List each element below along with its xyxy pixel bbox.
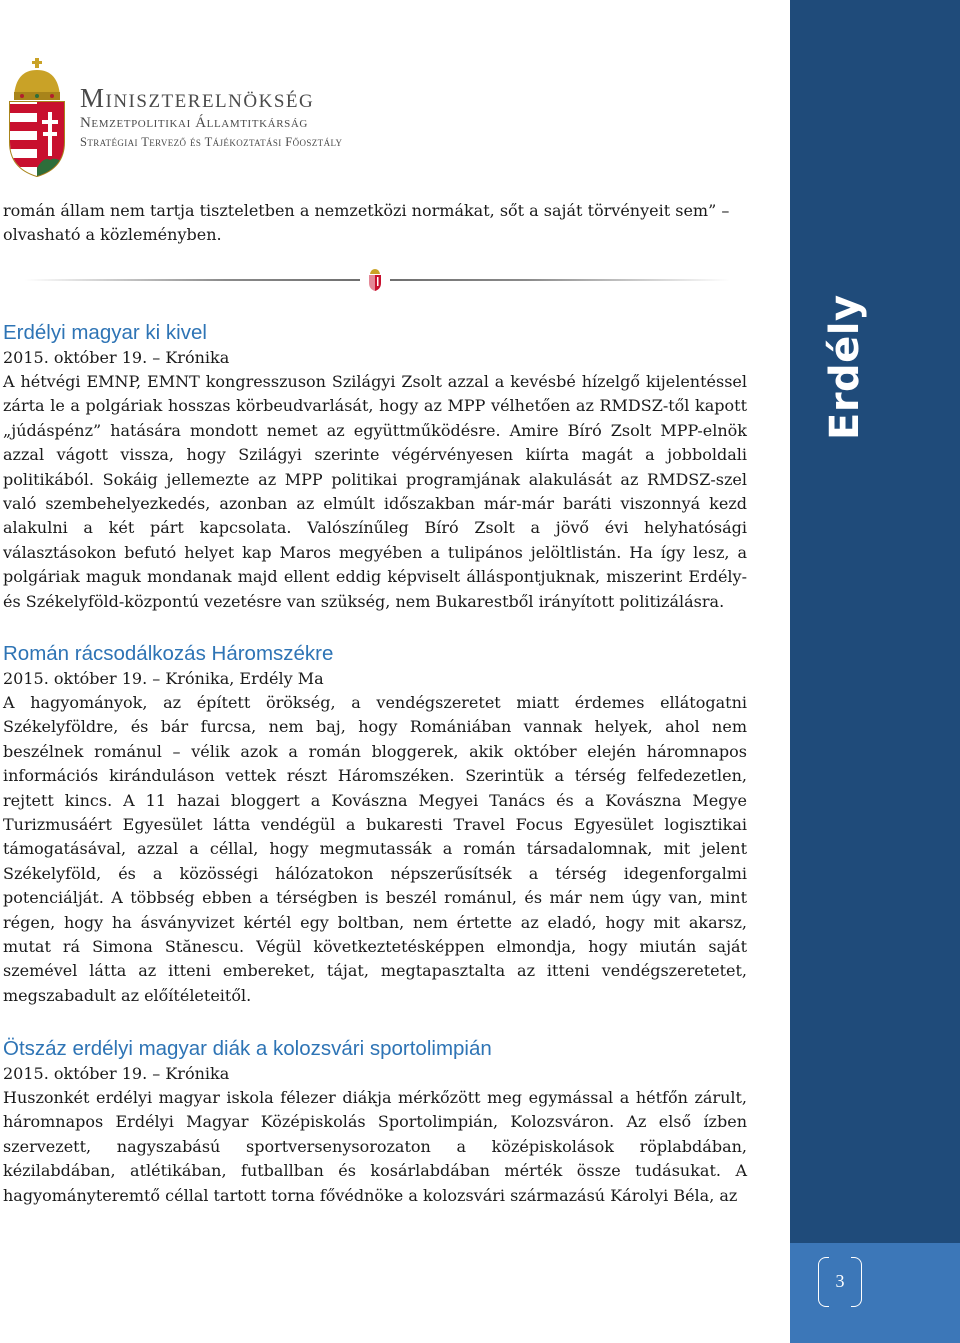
org-department: Stratégiai Tervező és Tájékoztatási Főosztály — [80, 135, 343, 149]
org-subtitle: Nemzetpolitikai Államtitkárság — [80, 115, 308, 131]
mini-coat-of-arms-icon — [368, 268, 382, 292]
organization-name — [80, 84, 342, 151]
article-title: Erdélyi magyar ki kivel — [3, 321, 207, 344]
article-meta: 2015. október 19. – Krónika — [3, 348, 230, 367]
article-title: Román rácsodálkozás Háromszékre — [3, 642, 334, 665]
section-divider — [24, 268, 730, 292]
article-body: A hétvégi EMNP, EMNT kongresszuson Szilágyi Zsolt azzal a kevésbé hízelgő kijelentéssel zárta le a polgáriak hosszas körbeudvarlását, hogy az MPP vélhetően az RMDSZ-től kapott „júdáspénz” hatására mondott nemet az együttműködésre. Amire Bíró Zsolt MPP-elnök azzal vágott vissza, hogy Szilágyi szerinte végérvényesen kiírta magát a jobboldali politikából. Sokáig jellemezte az MPP politikai programjának alakulását az RMDSZ-szel való szembehelyezkedés, azonban az elmúlt időszakban már-már baráti viszonnyá kezd alakulni a két párt kapcsolata. Valószínűleg Bíró Zsolt a jövő évi helyhatósági választásokon befutó helyet kap Maros megyében a tulipános jelöltlistán. Ha így lesz, a polgáriak maguk mondanak majd ellent eddig képviselt álláspontjuknak, miszerint Erdély- és Székelyföld-központú vezetésre van szükség, nem Bukarestből irányított politizálásra. — [3, 372, 747, 611]
article-3 — [3, 1036, 747, 1208]
article-body: Huszonkét erdélyi magyar iskola félezer diákja mérkőzött meg egymással a hétfőn zárult, háromnapos Erdélyi Magyar Középiskolás Sportolimpián, Kolozsváron. Az első ízben szervezett, nagyszabású sportversenysorozaton a középiskolások röplabdában, kézilabdában, atlétikában, futballban és kosárlabdában mérték össze tudásukat. A hagyományteremtő céllal tartott torna fővédnöke a kolozsvári származású Károlyi Béla, az — [3, 1088, 747, 1205]
article-1 — [3, 320, 747, 614]
hungarian-coat-of-arms-logo — [6, 56, 68, 178]
sidebar-band — [790, 0, 960, 1343]
article-2 — [3, 641, 747, 1008]
article-meta: 2015. október 19. – Krónika, Erdély Ma — [3, 669, 324, 688]
intro-block — [3, 199, 747, 248]
sidebar-footer-band — [790, 1243, 960, 1343]
org-title: Miniszterelnökség — [80, 83, 315, 113]
page-number: 3 — [835, 1271, 845, 1291]
holy-crown-icon — [14, 58, 60, 100]
article-body: A hagyományok, az épített örökség, a vendégszeretet miatt érdemes ellátogatni Székelyföldre, és bár furcsa, nem baj, hogy Romániában vannak helyek, ahol nem beszélnek románul – vélik azok a román bloggerek, akik október elején háromnapos információs kiránduláson vettek részt Háromszéken. Szerintük a térség felfedezetlen, rejtett kincs. A 11 hazai bloggert a Kovászna Megyei Tanács és a Kovászna Megye Turizmusáért Egyesület látta vendégül a bukaresti Travel Focus Egyesület logisztikai támogatásával, azzal a céllal, hogy megmutassák a román társadalomnak, mit jelent Székelyföld, és a közösségi hálózatokon népszerűsítsék a térség idegenforgalmi potenciálját. A többség ebben a térségben is beszél románul, és már nem úgy van, mint régen, hogy ha ásványvizet kértél egy boltban, nem értette az eladó, hogy mit akarsz, mutat rá Simona Stănescu. Végül következtetésképpen elmondja, hogy miután saját szemével látta az itteni embereket, tájat, megtapasztalta az itteni vendégszeretetet, megszabadult az előítéleteitől. — [3, 693, 747, 1005]
article-meta: 2015. október 19. – Krónika — [3, 1064, 230, 1083]
page-number-badge — [818, 1257, 862, 1307]
section-label: Erdély — [822, 294, 868, 440]
intro-paragraph: román állam nem tartja tiszteletben a nemzetközi normákat, sőt a saját törvényeit sem” – olvasható a közleményben. — [3, 201, 730, 245]
article-title: Ötszáz erdélyi magyar diák a kolozsvári sportolimpián — [3, 1037, 492, 1060]
